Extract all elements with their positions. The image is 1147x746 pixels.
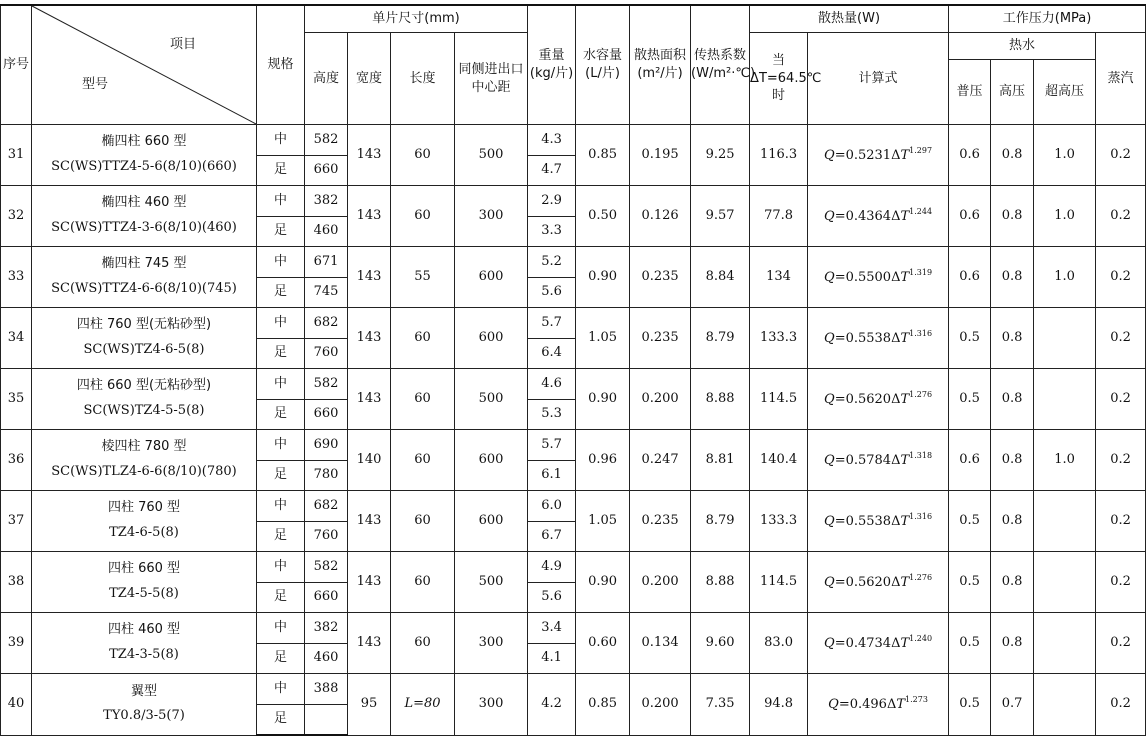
model-code: TZ4-5-5(8) — [109, 586, 179, 601]
formula-exponent: 1.276 — [909, 389, 933, 399]
header-item-model — [32, 5, 257, 125]
cell-center-distance: 300 — [455, 186, 528, 247]
cell-steam: 0.2 — [1096, 186, 1146, 247]
cell-model — [32, 308, 257, 369]
model-name: 四柱 760 型 — [107, 500, 181, 516]
cell-center-distance: 500 — [455, 369, 528, 430]
cell-water: 1.05 — [576, 308, 630, 369]
header-hot-water: 热水 — [949, 33, 1096, 60]
header-heat-at: 当ΔT=64.5℃时 — [750, 33, 808, 125]
cell-area: 0.126 — [630, 186, 691, 247]
cell-p-normal: 0.5 — [949, 552, 991, 613]
header-item: 项目 — [169, 37, 196, 52]
cell-width: 143 — [348, 308, 391, 369]
cell-spec: 足 — [257, 216, 305, 247]
cell-spec: 中 — [257, 186, 305, 217]
cell-height: 760 — [305, 338, 348, 369]
cell-p-high: 0.8 — [991, 491, 1034, 552]
cell-seq: 38 — [1, 552, 32, 613]
formula-coeff: 0.5538 — [845, 330, 892, 346]
formula-coeff: 0.5231 — [845, 147, 892, 163]
cell-weight: 6.7 — [528, 521, 576, 552]
header-seq: 序号 — [1, 5, 32, 125]
cell-p-high: 0.8 — [991, 308, 1034, 369]
cell-coef: 7.35 — [691, 674, 750, 736]
cell-height: 660 — [305, 399, 348, 430]
formula-coeff: 0.4734 — [845, 635, 892, 651]
cell-model — [32, 369, 257, 430]
cell-water: 0.85 — [576, 674, 630, 736]
cell-center-distance: 500 — [455, 552, 528, 613]
cell-area: 0.134 — [630, 613, 691, 674]
cell-water: 0.85 — [576, 125, 630, 186]
header-model: 型号 — [82, 77, 109, 93]
header-center-distance: 同侧进出口中心距 — [455, 33, 528, 125]
table-row — [1, 552, 1146, 583]
cell-area: 0.247 — [630, 430, 691, 491]
cell-area: 0.195 — [630, 125, 691, 186]
cell-center-distance: 500 — [455, 125, 528, 186]
cell-p-normal: 0.6 — [949, 125, 991, 186]
cell-p-ultra: 1.0 — [1034, 125, 1096, 186]
cell-steam: 0.2 — [1096, 247, 1146, 308]
cell-length: 60 — [391, 125, 455, 186]
header-p-high: 高压 — [991, 60, 1034, 125]
cell-steam: 0.2 — [1096, 308, 1146, 369]
model-code: SC(WS)TZ4-5-5(8) — [83, 403, 205, 418]
cell-spec: 中 — [257, 308, 305, 339]
model-code: SC(WS)TZ4-6-5(8) — [83, 342, 205, 357]
cell-height: 660 — [305, 155, 348, 186]
header-p-normal: 普压 — [949, 60, 991, 125]
header-size-group: 单片尺寸(mm) — [305, 5, 528, 33]
cell-width: 143 — [348, 613, 391, 674]
cell-length: 55 — [391, 247, 455, 308]
cell-p-ultra — [1034, 552, 1096, 613]
table-row — [1, 186, 1146, 217]
cell-height: 582 — [305, 125, 348, 156]
cell-weight: 6.4 — [528, 338, 576, 369]
cell-p-high: 0.8 — [991, 613, 1034, 674]
cell-p-normal: 0.5 — [949, 613, 991, 674]
table-row — [1, 674, 1146, 705]
model-name: 翼型 — [130, 683, 157, 699]
cell-height: 660 — [305, 582, 348, 613]
header-width: 宽度 — [348, 33, 391, 125]
cell-formula: $Q=0.5538\Delta T^{1.316}$ — [808, 308, 949, 369]
table-row — [1, 247, 1146, 278]
cell-center-distance: 600 — [455, 247, 528, 308]
cell-p-high: 0.8 — [991, 552, 1034, 613]
model-name: 椭四柱 460 型 — [101, 195, 187, 211]
cell-weight: 2.9 — [528, 186, 576, 217]
cell-spec: 足 — [257, 155, 305, 186]
cell-spec: 中 — [257, 430, 305, 461]
cell-seq: 31 — [1, 125, 32, 186]
cell-area: 0.200 — [630, 369, 691, 430]
cell-height: 690 — [305, 430, 348, 461]
model-name: 椭四柱 745 型 — [101, 256, 187, 272]
cell-width: 143 — [348, 247, 391, 308]
cell-p-ultra — [1034, 613, 1096, 674]
formula-exponent: 1.316 — [909, 328, 933, 338]
formula-exponent: 1.244 — [909, 206, 933, 216]
cell-coef: 8.81 — [691, 430, 750, 491]
header-heat-group: 散热量(W) — [750, 5, 949, 33]
cell-p-normal: 0.5 — [949, 674, 991, 736]
cell-model — [32, 186, 257, 247]
cell-area: 0.235 — [630, 247, 691, 308]
header-p-ultra: 超高压 — [1034, 60, 1096, 125]
cell-spec: 中 — [257, 491, 305, 522]
cell-seq: 34 — [1, 308, 32, 369]
model-code: SC(WS)TLZ4-6-6(8/10)(780) — [51, 464, 237, 479]
formula-exponent: 1.276 — [909, 572, 933, 582]
model-code: TZ4-6-5(8) — [109, 525, 179, 540]
cell-seq: 33 — [1, 247, 32, 308]
table-row — [1, 491, 1146, 522]
cell-spec: 中 — [257, 247, 305, 278]
cell-weight: 5.2 — [528, 247, 576, 278]
cell-height: 388 — [305, 674, 348, 705]
model-name: 四柱 760 型(无粘砂型) — [76, 317, 212, 333]
cell-height: 582 — [305, 552, 348, 583]
cell-center-distance: 600 — [455, 308, 528, 369]
cell-length — [391, 674, 455, 736]
cell-formula: $Q=0.496\Delta T^{1.273}$ — [808, 674, 949, 736]
cell-water: 1.05 — [576, 491, 630, 552]
cell-p-ultra: 1.0 — [1034, 430, 1096, 491]
cell-spec: 中 — [257, 613, 305, 644]
cell-length: 60 — [391, 186, 455, 247]
formula-coeff: 0.5620 — [845, 391, 892, 407]
formula-exponent: 1.316 — [909, 511, 933, 521]
model-name: 四柱 460 型 — [107, 622, 181, 638]
formula-coeff: 0.5620 — [845, 574, 892, 590]
cell-height: 745 — [305, 277, 348, 308]
header-height: 高度 — [305, 33, 348, 125]
cell-model — [32, 674, 257, 736]
cell-spec: 足 — [257, 399, 305, 430]
header-pressure-group: 工作压力(MPa) — [949, 5, 1146, 33]
cell-formula: $Q=0.5620\Delta T^{1.276}$ — [808, 369, 949, 430]
header-spec: 规格 — [257, 5, 305, 125]
table-row — [1, 369, 1146, 400]
cell-formula: $Q=0.4734\Delta T^{1.240}$ — [808, 613, 949, 674]
cell-length: 60 — [391, 491, 455, 552]
cell-formula: $Q=0.4364\Delta T^{1.244}$ — [808, 186, 949, 247]
cell-p-ultra — [1034, 369, 1096, 430]
cell-center-distance: 300 — [455, 613, 528, 674]
cell-steam: 0.2 — [1096, 552, 1146, 613]
cell-weight: 5.3 — [528, 399, 576, 430]
cell-p-high: 0.8 — [991, 369, 1034, 430]
cell-steam: 0.2 — [1096, 491, 1146, 552]
formula-exponent: 1.240 — [909, 633, 933, 643]
cell-heat: 133.3 — [750, 308, 808, 369]
cell-steam: 0.2 — [1096, 613, 1146, 674]
cell-seq: 35 — [1, 369, 32, 430]
cell-p-ultra — [1034, 308, 1096, 369]
cell-height: 682 — [305, 308, 348, 339]
cell-spec: 中 — [257, 674, 305, 705]
cell-p-normal: 0.5 — [949, 369, 991, 430]
cell-spec: 足 — [257, 521, 305, 552]
cell-p-ultra — [1034, 491, 1096, 552]
cell-length: 60 — [391, 308, 455, 369]
header-steam: 蒸汽 — [1096, 33, 1146, 125]
cell-seq: 37 — [1, 491, 32, 552]
cell-water: 0.60 — [576, 613, 630, 674]
cell-heat: 134 — [750, 247, 808, 308]
cell-spec: 足 — [257, 460, 305, 491]
cell-coef: 9.25 — [691, 125, 750, 186]
cell-coef: 9.57 — [691, 186, 750, 247]
table-row — [1, 308, 1146, 339]
cell-coef: 8.79 — [691, 491, 750, 552]
cell-heat: 83.0 — [750, 613, 808, 674]
cell-height — [305, 704, 348, 735]
cell-weight: 4.1 — [528, 643, 576, 674]
model-name: 棱四柱 780 型 — [101, 439, 187, 455]
formula-exponent: 1.319 — [909, 267, 933, 277]
cell-water: 0.90 — [576, 552, 630, 613]
header-length: 长度 — [391, 33, 455, 125]
cell-formula: $Q=0.5231\Delta T^{1.297}$ — [808, 125, 949, 186]
cell-seq: 32 — [1, 186, 32, 247]
cell-formula: $Q=0.5500\Delta T^{1.319}$ — [808, 247, 949, 308]
cell-p-normal: 0.6 — [949, 247, 991, 308]
cell-center-distance: 600 — [455, 430, 528, 491]
cell-height: 682 — [305, 491, 348, 522]
cell-heat: 114.5 — [750, 369, 808, 430]
length-value: L=80 — [404, 696, 441, 712]
cell-weight: 4.7 — [528, 155, 576, 186]
cell-p-ultra — [1034, 674, 1096, 736]
cell-model — [32, 247, 257, 308]
header-weight: 重量(kg/片) — [528, 5, 576, 125]
cell-heat: 140.4 — [750, 430, 808, 491]
cell-coef: 8.88 — [691, 552, 750, 613]
cell-weight: 5.7 — [528, 308, 576, 339]
formula-exponent: 1.297 — [909, 145, 933, 155]
cell-height: 780 — [305, 460, 348, 491]
cell-weight: 4.3 — [528, 125, 576, 156]
cell-height: 582 — [305, 369, 348, 400]
cell-weight: 4.2 — [528, 674, 576, 736]
cell-seq: 40 — [1, 674, 32, 736]
cell-width: 95 — [348, 674, 391, 736]
formula-exponent: 1.318 — [909, 450, 933, 460]
cell-width: 143 — [348, 186, 391, 247]
cell-spec: 足 — [257, 277, 305, 308]
cell-model — [32, 613, 257, 674]
formula-coeff: 0.5500 — [845, 269, 892, 285]
cell-coef: 8.79 — [691, 308, 750, 369]
formula-coeff: 0.5784 — [845, 452, 892, 468]
cell-formula: $Q=0.5784\Delta T^{1.318}$ — [808, 430, 949, 491]
cell-heat: 116.3 — [750, 125, 808, 186]
cell-coef: 9.60 — [691, 613, 750, 674]
cell-steam: 0.2 — [1096, 125, 1146, 186]
cell-height: 460 — [305, 216, 348, 247]
cell-water: 0.50 — [576, 186, 630, 247]
cell-water: 0.90 — [576, 247, 630, 308]
cell-p-normal: 0.6 — [949, 186, 991, 247]
cell-weight: 4.9 — [528, 552, 576, 583]
cell-heat: 77.8 — [750, 186, 808, 247]
formula-coeff: 0.496 — [849, 696, 887, 712]
cell-heat: 114.5 — [750, 552, 808, 613]
cell-center-distance: 600 — [455, 491, 528, 552]
cell-water: 0.90 — [576, 369, 630, 430]
cell-weight: 5.6 — [528, 277, 576, 308]
cell-length: 60 — [391, 369, 455, 430]
model-code: SC(WS)TTZ4-3-6(8/10)(460) — [51, 220, 237, 235]
cell-spec: 足 — [257, 338, 305, 369]
cell-model — [32, 125, 257, 186]
cell-area: 0.200 — [630, 674, 691, 736]
cell-area: 0.235 — [630, 308, 691, 369]
header-formula: 计算式 — [808, 33, 949, 125]
cell-weight: 6.1 — [528, 460, 576, 491]
table-body — [1, 125, 1146, 736]
cell-model — [32, 552, 257, 613]
formula-exponent: 1.273 — [905, 694, 928, 704]
cell-area: 0.200 — [630, 552, 691, 613]
cell-height: 760 — [305, 521, 348, 552]
cell-weight: 3.4 — [528, 613, 576, 644]
cell-formula: $Q=0.5538\Delta T^{1.316}$ — [808, 491, 949, 552]
cell-area: 0.235 — [630, 491, 691, 552]
model-code: TY0.8/3-5(7) — [103, 708, 185, 724]
formula-coeff: 0.4364 — [845, 208, 892, 224]
formula-coeff: 0.5538 — [845, 513, 892, 529]
cell-heat: 94.8 — [750, 674, 808, 736]
cell-height: 460 — [305, 643, 348, 674]
cell-height: 382 — [305, 613, 348, 644]
cell-width: 143 — [348, 552, 391, 613]
header-water-capacity: 水容量(L/片) — [576, 5, 630, 125]
cell-weight: 5.6 — [528, 582, 576, 613]
cell-steam: 0.2 — [1096, 674, 1146, 736]
cell-width: 140 — [348, 430, 391, 491]
cell-spec: 足 — [257, 582, 305, 613]
model-code: SC(WS)TTZ4-6-6(8/10)(745) — [51, 281, 237, 296]
cell-p-high: 0.7 — [991, 674, 1034, 736]
cell-weight: 3.3 — [528, 216, 576, 247]
cell-weight: 5.7 — [528, 430, 576, 461]
model-name: 四柱 660 型(无粘砂型) — [76, 378, 212, 394]
cell-spec: 足 — [257, 704, 305, 735]
cell-length: 60 — [391, 552, 455, 613]
model-name: 椭四柱 660 型 — [101, 134, 187, 150]
cell-steam: 0.2 — [1096, 430, 1146, 491]
cell-p-normal: 0.5 — [949, 491, 991, 552]
cell-width: 143 — [348, 491, 391, 552]
cell-p-ultra: 1.0 — [1034, 186, 1096, 247]
radiator-spec-table — [0, 4, 1146, 736]
cell-model — [32, 430, 257, 491]
cell-formula: $Q=0.5620\Delta T^{1.276}$ — [808, 552, 949, 613]
cell-water: 0.96 — [576, 430, 630, 491]
cell-model — [32, 491, 257, 552]
model-name: 四柱 660 型 — [107, 561, 181, 577]
cell-p-high: 0.8 — [991, 125, 1034, 186]
cell-spec: 中 — [257, 369, 305, 400]
cell-weight: 4.6 — [528, 369, 576, 400]
cell-width: 143 — [348, 369, 391, 430]
cell-spec: 中 — [257, 125, 305, 156]
cell-width: 143 — [348, 125, 391, 186]
cell-spec: 中 — [257, 552, 305, 583]
cell-length: 60 — [391, 613, 455, 674]
cell-p-normal: 0.5 — [949, 308, 991, 369]
cell-coef: 8.84 — [691, 247, 750, 308]
cell-length: 60 — [391, 430, 455, 491]
cell-p-ultra: 1.0 — [1034, 247, 1096, 308]
model-code: TZ4-3-5(8) — [109, 647, 179, 662]
cell-heat: 133.3 — [750, 491, 808, 552]
cell-p-high: 0.8 — [991, 430, 1034, 491]
header-coef: 传热系数(W/m²·℃) — [691, 5, 750, 125]
table-row — [1, 430, 1146, 461]
cell-seq: 36 — [1, 430, 32, 491]
cell-center-distance: 300 — [455, 674, 528, 736]
cell-weight: 6.0 — [528, 491, 576, 522]
cell-spec: 足 — [257, 643, 305, 674]
model-code: SC(WS)TTZ4-5-6(8/10)(660) — [51, 159, 237, 174]
diagonal-line — [32, 6, 256, 124]
cell-p-high: 0.8 — [991, 247, 1034, 308]
header-area: 散热面积(m²/片) — [630, 5, 691, 125]
cell-coef: 8.88 — [691, 369, 750, 430]
table-row — [1, 125, 1146, 156]
cell-p-normal: 0.6 — [949, 430, 991, 491]
cell-height: 382 — [305, 186, 348, 217]
cell-steam: 0.2 — [1096, 369, 1146, 430]
cell-height: 671 — [305, 247, 348, 278]
cell-p-high: 0.8 — [991, 186, 1034, 247]
table-header — [1, 5, 1146, 125]
cell-seq: 39 — [1, 613, 32, 674]
table-row — [1, 613, 1146, 644]
